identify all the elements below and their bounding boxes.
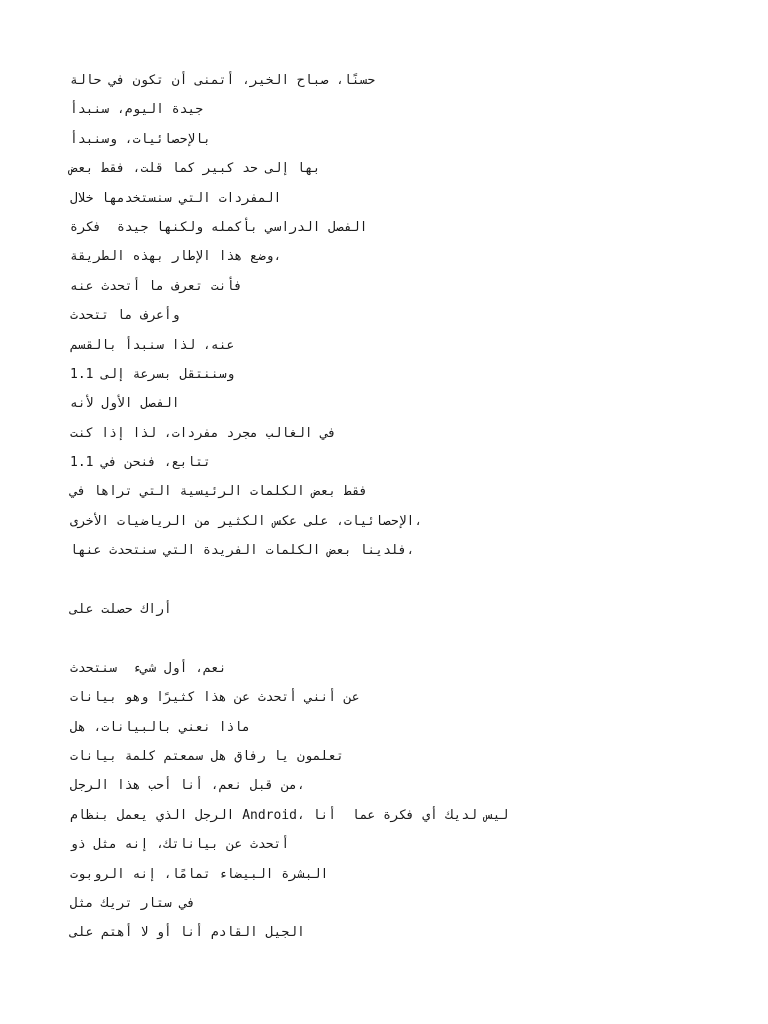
text-line: في الغالب مجرد مفردات، لذا إذا كنت (70, 425, 337, 441)
blank-line (70, 624, 710, 653)
text-line: أتحدث عن بياناتك، إنه مثل ذو (70, 837, 290, 853)
text-line: عنه، لذا سنبدأ بالقسم (70, 337, 235, 353)
text-line: عن أنني أتحدث عن هذا كثيرًا وهو بيانات (70, 690, 360, 706)
text-line: ماذا نعني بالبيانات، هل (70, 719, 251, 735)
text-line: الفصل الدراسي بأكمله ولكنها جيدة فكرة (70, 219, 368, 235)
text-line: ،الإحصائيات، على عكس الكثير من الرياضيات الأخرى (70, 513, 423, 529)
text-line: ليس لديك أي فكرة عما أنا ،Android الرجل الذي يعمل بنظام (70, 807, 509, 823)
text-line: تعلمون يا رفاق هل سمعتم كلمة بيانات (70, 748, 344, 764)
blank-line (70, 566, 710, 595)
text-line: نعم، أول شيء سنتحدث (70, 660, 227, 676)
text-line: الفصل الأول لأنه (70, 396, 180, 412)
text-line: تتابع، فنحن في 1.1 (70, 455, 211, 471)
text-line: ،من قبل نعم، أنا أحب هذا الرجل (70, 778, 305, 794)
text-line: وأعرف ما تتحدث (70, 308, 180, 324)
text-line: ،وضع هذا الإطار بهذه الطريقة (70, 249, 282, 265)
text-line: ،فلدينا بعض الكلمات الفريدة التي سنتحدث عنها (70, 543, 415, 559)
text-line: أراك حصلت على (70, 602, 172, 618)
text-line: حسنًا، صباح الخير، أتمنى أن تكون في حالة (70, 73, 376, 88)
text-line: في ستار تريك مثل (70, 895, 196, 911)
text-line: البشرة البيضاء تمامًا، إنه الروبوت (70, 866, 329, 882)
text-line: بالإحصائيات، وسنبدأ (70, 131, 211, 147)
text-line: جيدة اليوم، سنبدأ (70, 102, 204, 118)
text-line: فقط بعض الكلمات الرئيسية التي تراها في (70, 484, 368, 500)
text-line: وسننتقل بسرعة إلى 1.1 (70, 366, 235, 382)
text-line: بها إلى حد كبير كما قلت، فقط بعض (70, 161, 321, 177)
text-line: الجيل القادم أنا أو لا أهتم على (70, 925, 305, 941)
text-line: المفردات التي سنستخدمها خلال (70, 190, 282, 206)
text-line: فأنت تعرف ما أتحدث عنه (70, 278, 243, 294)
transcript-text (70, 66, 710, 948)
